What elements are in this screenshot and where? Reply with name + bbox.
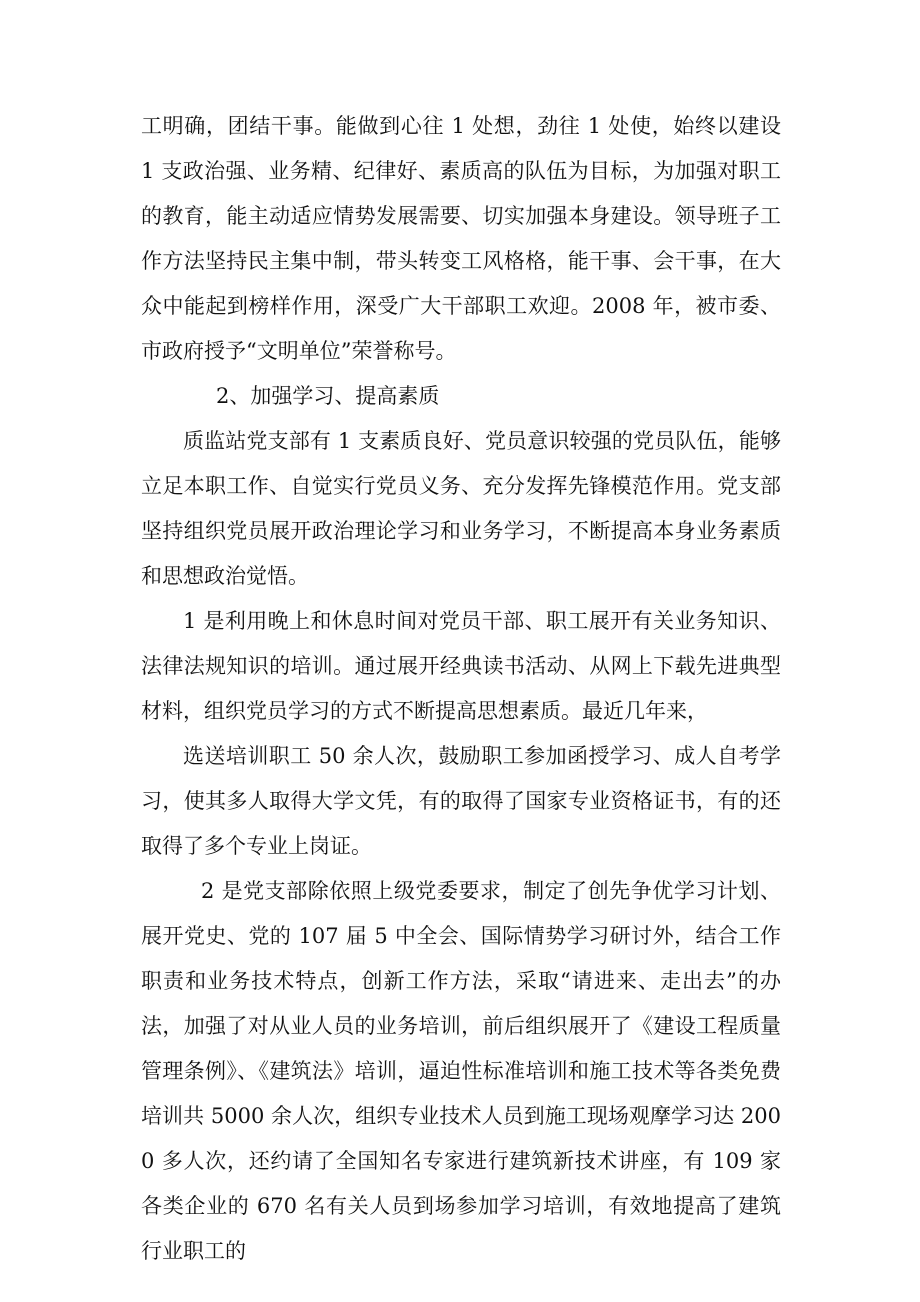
- document-body: [141, 104, 781, 1274]
- section-heading: 2、加强学习、提高素质: [216, 384, 440, 408]
- paragraph-point-one: 1 是利用晚上和休息时间对党员干部、职工展开有关业务知识、法律法规知识的培训。通过展开经典读书活动、从网上下载先进典型材料，组织党员学习的方式不断提高思想素质。最近几年来，: [141, 609, 781, 723]
- paragraph-party-branch: 质监站党支部有 1 支素质良好、党员意识较强的党员队伍，能够立足本职工作、自觉实行党员义务、充分发挥先锋模范作用。党支部坚持组织党员展开政治理论学习和业务学习，不断提高本身业务素质和思想政治觉悟。: [141, 429, 781, 588]
- paragraph-training: 选送培训职工 50 余人次，鼓励职工参加函授学习、成人自考学习，使其多人取得大学文凭，有的取得了国家专业资格证书，有的还取得了多个专业上岗证。: [141, 744, 781, 858]
- paragraph-continuation: 工明确，团结干事。能做到心往 1 处想，劲往 1 处使，始终以建设 1 支政治强、业务精、纪律好、素质高的队伍为目标，为加强对职工的教育，能主动适应情势发展需要、切实加强本身建设。领导班子工作方法坚持民主集中制，带头转变工风格格，能干事、会干事，在大众中能起到榜样作用，深受广大干部职工欢迎。2008 年，被市委、市政府授予“文明单位”荣誉称号。: [141, 114, 781, 363]
- paragraph-point-two: 2 是党支部除依照上级党委要求，制定了创先争优学习计划、展开党史、党的 107 届 5 中全会、国际情势学习研讨外，结合工作职责和业务技术特点，创新工作方法，采取“请进来、走出去”的办法，加强了对从业人员的业务培训，前后组织展开了《建设工程质量管理条例》、《建筑法》培训，逼迫性标准培训和施工技术等各类免费培训共 5000 余人次，组织专业技术人员到施工现场观摩学习达 2000 多人次，还约请了全国知名专家进行建筑新技术讲座，有 109 家各类企业的 670 名有关人员到场参加学习培训，有效地提高了建筑行业职工的: [141, 879, 781, 1263]
